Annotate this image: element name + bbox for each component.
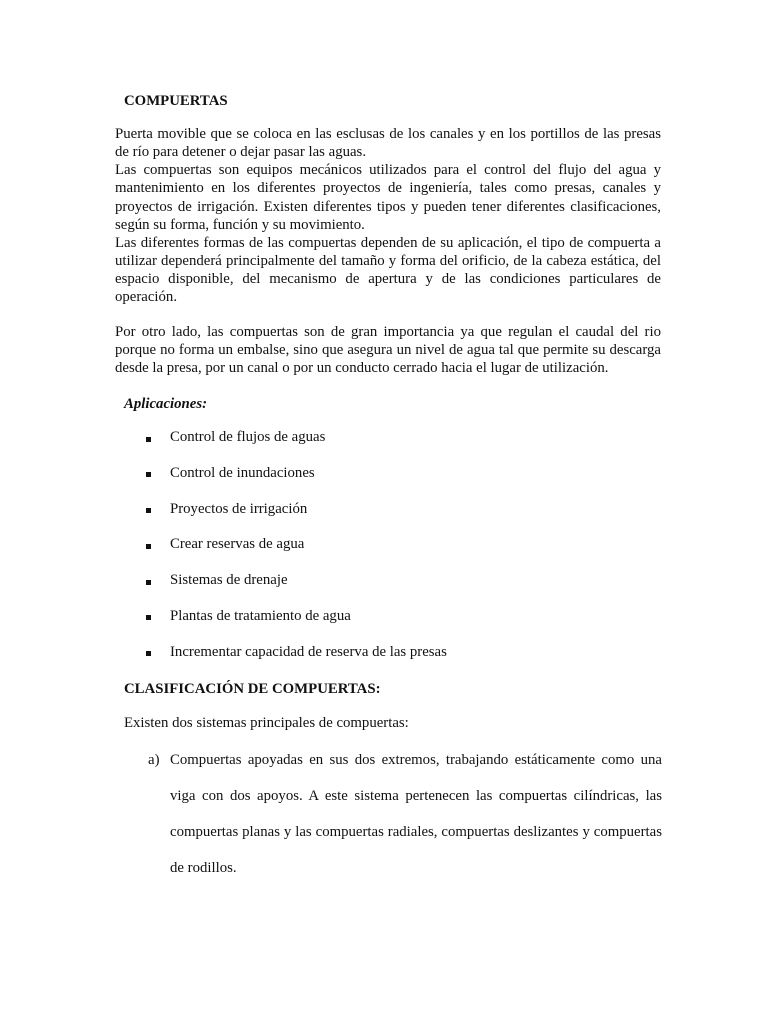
list-item-label: Incrementar capacidad de reserva de las presas [170, 643, 447, 660]
list-item-label: Crear reservas de agua [170, 536, 305, 553]
text-line: Las compuertas son equipos mecánicos utilizados para el control del flujo del agua y [115, 162, 661, 179]
classification-intro: Existen dos sistemas principales de compuertas: [124, 715, 409, 731]
classification-heading: CLASIFICACIÓN DE COMPUERTAS: [124, 681, 381, 697]
applications-heading: Aplicaciones: [124, 396, 208, 412]
page-title: COMPUERTAS [124, 93, 228, 109]
list-item [0, 635, 768, 671]
text-line: compuertas planas y las compuertas radiales, compuertas deslizantes y compuertas [170, 824, 662, 840]
square-bullet-icon [146, 580, 151, 585]
list-item-label: Proyectos de irrigación [170, 500, 308, 517]
square-bullet-icon [146, 508, 151, 513]
intro-text [115, 125, 661, 306]
list-item [0, 599, 768, 635]
text-line: utilizar dependerá principalmente del tamaño y forma del orificio, de la cabeza estática, del [115, 252, 661, 269]
square-bullet-icon [146, 437, 151, 442]
text-line: operación. [115, 289, 178, 306]
square-bullet-icon [146, 651, 151, 656]
item-marker: a) [148, 752, 160, 768]
list-item-label: Sistemas de drenaje [170, 572, 288, 589]
text-line: Por otro lado, las compuertas son de gran importancia ya que regulan el caudal del rio [115, 324, 661, 340]
text-line: Puerta movible que se coloca en las esclusas de los canales y en los portillos de las presas [115, 126, 661, 142]
text-line: espacio disponible, del mecanismo de apertura y de las condiciones particulares de [115, 271, 661, 288]
list-item [0, 563, 768, 599]
text-line: proyectos de irrigación. Existen diferentes tipos y pueden tener diferentes clasificaciones, [115, 198, 661, 215]
text-line: mantenimiento en los diferentes proyectos de ingeniería, tales como presas, canales y [115, 180, 661, 197]
importance-paragraph [115, 323, 661, 377]
list-item [0, 527, 768, 563]
square-bullet-icon [146, 544, 151, 549]
list-item [0, 456, 768, 492]
list-item [0, 420, 768, 456]
list-item-label: Plantas de tratamiento de agua [170, 607, 351, 624]
text-line: desde la presa, por un canal o por un conducto cerrado hacia el lugar de utilización. [115, 360, 609, 377]
text-line: Compuertas apoyadas en sus dos extremos, trabajando estáticamente como una [170, 752, 662, 768]
text-line: según su forma, función y su movimiento. [115, 216, 365, 233]
text-line: viga con dos apoyos. A este sistema pertenecen las compuertas cilíndricas, las [170, 788, 662, 804]
square-bullet-icon [146, 472, 151, 477]
item-text [170, 742, 662, 886]
square-bullet-icon [146, 615, 151, 620]
text-line: de río para detener o dejar pasar las aguas. [115, 144, 367, 161]
list-item [0, 492, 768, 528]
text-line: porque no forma un embalse, sino que asegura un nivel de agua tal que permite su descarga [115, 342, 661, 359]
text-line: de rodillos. [170, 860, 237, 876]
text-line: Las diferentes formas de las compuertas dependen de su aplicación, el tipo de compuerta a [115, 234, 661, 251]
list-item-label: Control de flujos de aguas [170, 429, 326, 445]
list-item-label: Control de inundaciones [170, 464, 315, 481]
applications-list [0, 420, 768, 671]
